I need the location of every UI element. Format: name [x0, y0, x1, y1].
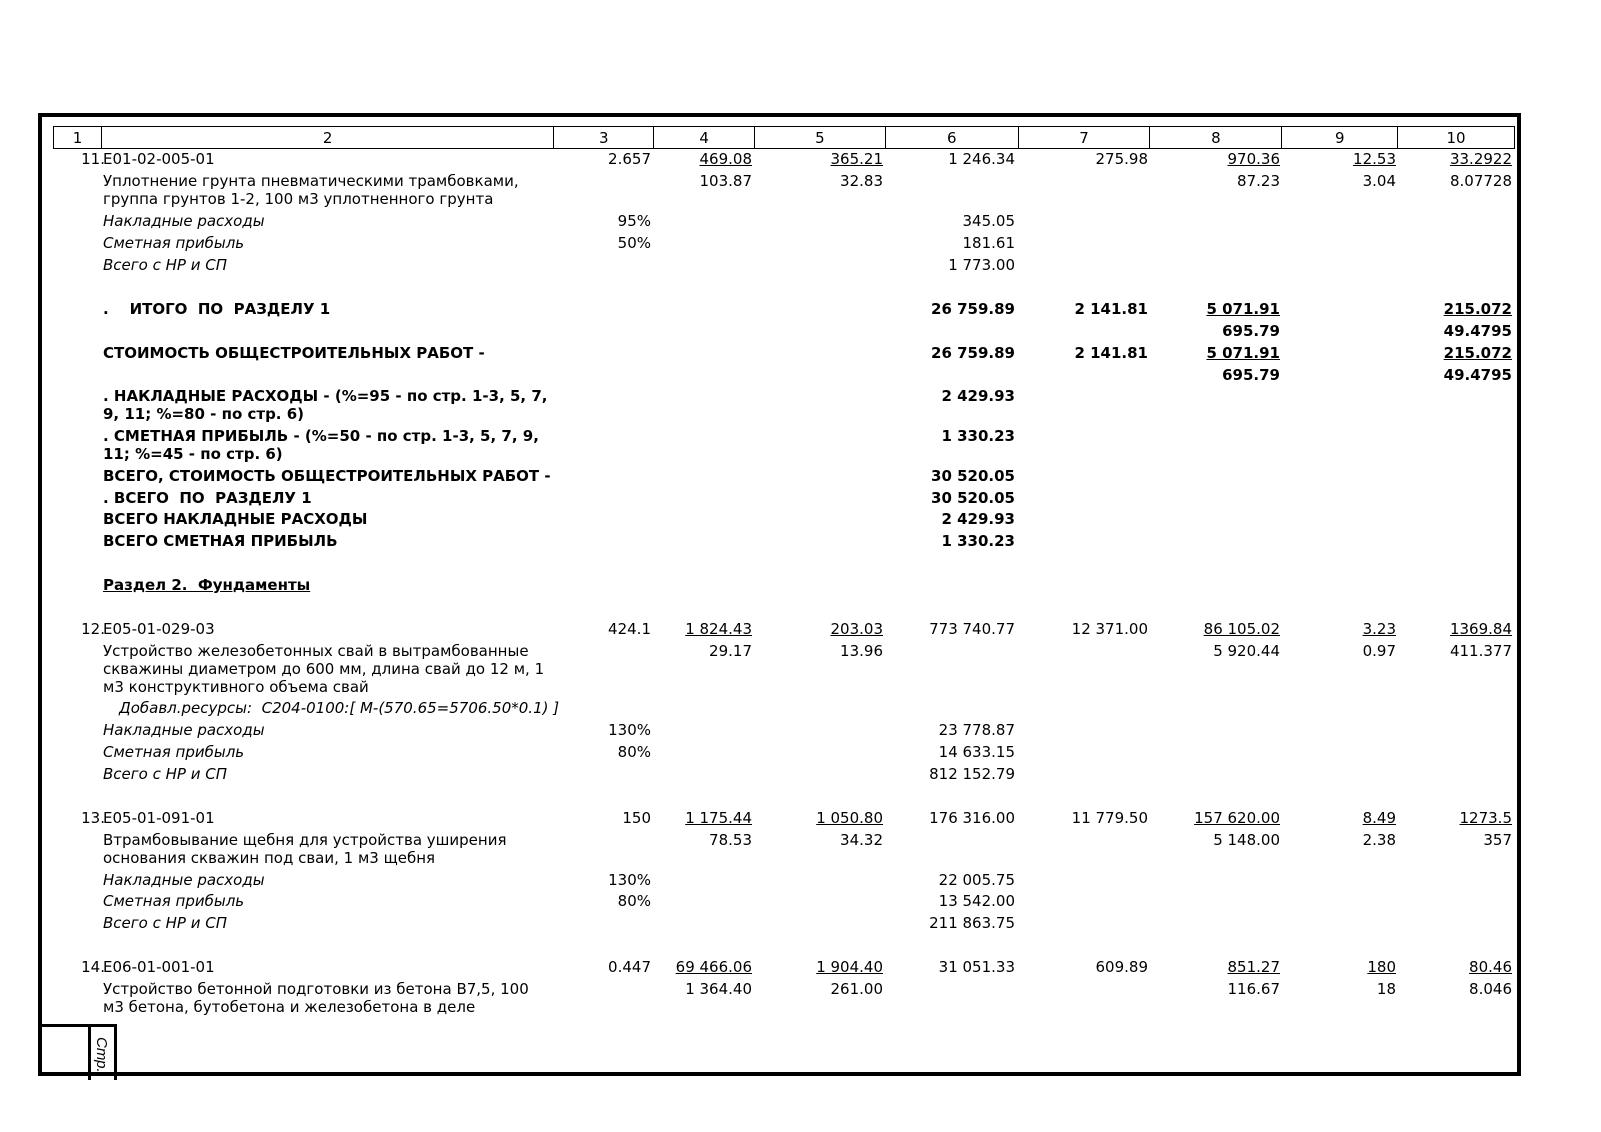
page-stamp — [38, 1024, 117, 1080]
profit-label: Сметная прибыль — [103, 234, 245, 252]
labor-total: 80.46 — [1469, 958, 1512, 976]
labor-unit-sub: 2.38 — [1362, 831, 1396, 849]
overhead-percent: 130% — [608, 871, 651, 889]
machine-cost-sub: 34.32 — [840, 831, 883, 849]
section-total-cost: 26 759.89 — [931, 300, 1015, 318]
wages: 12 371.00 — [1071, 620, 1148, 638]
unit-cost-sub: 1 364.40 — [685, 980, 752, 998]
construction-labor-sub: 49.4795 — [1443, 366, 1512, 384]
total-label: Всего с НР и СП — [103, 256, 227, 274]
construction-machine-sub: 695.79 — [1222, 366, 1280, 384]
machine-total: 851.27 — [1227, 958, 1280, 976]
unit-cost: 1 824.43 — [685, 620, 752, 638]
profit-summary-value: 1 330.23 — [941, 427, 1015, 445]
added-resources: Добавл.ресурсы: С204-0100:[ М-(570.65=5706.50*0.1) ] — [119, 699, 560, 717]
machine-cost-sub: 13.96 — [840, 642, 883, 660]
rate-code: Е06-01-001-01 — [103, 958, 215, 976]
machine-cost: 1 904.40 — [816, 958, 883, 976]
header-cell: 5 — [755, 127, 886, 148]
profit-label: Сметная прибыль — [103, 892, 245, 910]
labor-total: 1273.5 — [1459, 809, 1512, 827]
section-total-machine: 5 071.91 — [1206, 300, 1280, 318]
total-profit-value: 1 330.23 — [941, 532, 1015, 550]
total-cost: 31 051.33 — [938, 958, 1015, 976]
overhead-percent: 130% — [608, 721, 651, 739]
unit-cost: 1 175.44 — [685, 809, 752, 827]
machine-total-sub: 5 920.44 — [1213, 642, 1280, 660]
machine-cost: 203.03 — [830, 620, 883, 638]
profit-value: 181.61 — [962, 234, 1015, 252]
header-cell: 9 — [1282, 127, 1398, 148]
machine-total: 86 105.02 — [1203, 620, 1280, 638]
overhead-value: 22 005.75 — [938, 871, 1015, 889]
overhead-percent: 95% — [617, 212, 651, 230]
labor-total-sub: 357 — [1483, 831, 1512, 849]
total-overhead-label: ВСЕГО НАКЛАДНЫЕ РАСХОДЫ — [103, 510, 368, 528]
labor-unit-sub: 3.04 — [1362, 172, 1396, 190]
machine-cost-sub: 32.83 — [840, 172, 883, 190]
total-cost: 773 740.77 — [929, 620, 1015, 638]
overhead-label: Накладные расходы — [103, 871, 265, 889]
profit-percent: 50% — [617, 234, 651, 252]
quantity: 2.657 — [608, 150, 651, 168]
overhead-label: Накладные расходы — [103, 721, 265, 739]
wages: 609.89 — [1095, 958, 1148, 976]
construction-wages: 2 141.81 — [1074, 344, 1148, 362]
unit-cost: 469.08 — [699, 150, 752, 168]
labor-unit: 180 — [1367, 958, 1396, 976]
rate-code: Е01-02-005-01 — [103, 150, 215, 168]
total-cost: 1 246.34 — [948, 150, 1015, 168]
profit-value: 14 633.15 — [938, 743, 1015, 761]
unit-cost-sub: 103.87 — [699, 172, 752, 190]
unit-cost-sub: 78.53 — [709, 831, 752, 849]
overhead-value: 345.05 — [962, 212, 1015, 230]
machine-cost: 1 050.80 — [816, 809, 883, 827]
work-description: Устройство железобетонных свай в вытрамбованные скважины диаметром до 600 мм, длина свай до 12 м, 1 м3 конструктивного объема свай — [103, 642, 545, 696]
header-cell: 1 — [54, 127, 102, 148]
wages: 11 779.50 — [1071, 809, 1148, 827]
total-cost: 176 316.00 — [929, 809, 1015, 827]
machine-cost-sub: 261.00 — [830, 980, 883, 998]
profit-percent: 80% — [617, 743, 651, 761]
grand-construction-label: ВСЕГО, СТОИМОСТЬ ОБЩЕСТРОИТЕЛЬНЫХ РАБОТ - — [103, 467, 551, 485]
header-cell: 10 — [1446, 129, 1466, 147]
grand-construction-value: 30 520.05 — [931, 467, 1015, 485]
quantity: 150 — [622, 809, 651, 827]
section-total-label: . ИТОГО ПО РАЗДЕЛУ 1 — [103, 300, 331, 318]
rate-code: Е05-01-091-01 — [103, 809, 215, 827]
overhead-label: Накладные расходы — [103, 212, 265, 230]
wages: 275.98 — [1095, 150, 1148, 168]
rate-code: Е05-01-029-03 — [103, 620, 215, 638]
construction-cost: 26 759.89 — [931, 344, 1015, 362]
total-label: Всего с НР и СП — [103, 765, 227, 783]
labor-unit: 12.53 — [1353, 150, 1396, 168]
header-cell: 3 — [554, 127, 654, 148]
machine-total: 970.36 — [1227, 150, 1280, 168]
overhead-summary-label: . НАКЛАДНЫЕ РАСХОДЫ - (%=95 - по стр. 1-3, 5, 7, 9, 11; %=80 - по стр. 6) — [103, 387, 548, 423]
profit-percent: 80% — [617, 892, 651, 910]
labor-total: 33.2922 — [1449, 150, 1512, 168]
quantity: 0.447 — [608, 958, 651, 976]
section-total-wages: 2 141.81 — [1074, 300, 1148, 318]
total-label: Всего с НР и СП — [103, 914, 227, 932]
header-cell: 4 — [654, 127, 755, 148]
overhead-summary-value: 2 429.93 — [941, 387, 1015, 405]
work-description: Уплотнение грунта пневматическими трамбовками, группа грунтов 1-2, 100 м3 уплотненного грунта — [103, 172, 519, 208]
row-number: 13. — [81, 809, 105, 827]
machine-total: 157 620.00 — [1194, 809, 1280, 827]
construction-machine: 5 071.91 — [1206, 344, 1280, 362]
profit-value: 13 542.00 — [938, 892, 1015, 910]
header-cell: 2 — [102, 127, 554, 148]
construction-cost-label: СТОИМОСТЬ ОБЩЕСТРОИТЕЛЬНЫХ РАБОТ - — [103, 344, 485, 362]
labor-total: 1369.84 — [1449, 620, 1512, 638]
header-cell: 8 — [1150, 127, 1282, 148]
total-overhead-value: 2 429.93 — [941, 510, 1015, 528]
section-total-machine-sub: 695.79 — [1222, 322, 1280, 340]
total-profit-label: ВСЕГО СМЕТНАЯ ПРИБЫЛЬ — [103, 532, 338, 550]
unit-cost-sub: 29.17 — [709, 642, 752, 660]
labor-unit: 3.23 — [1362, 620, 1396, 638]
profit-summary-label: . СМЕТНАЯ ПРИБЫЛЬ - (%=50 - по стр. 1-3, 5, 7, 9, 11; %=45 - по стр. 6) — [103, 427, 539, 463]
total-value: 211 863.75 — [929, 914, 1015, 932]
section-total-labor: 215.072 — [1443, 300, 1512, 318]
page-label: Стр. — [93, 1037, 110, 1073]
work-description: Устройство бетонной подготовки из бетона В7,5, 100 м3 бетона, бутобетона и железобетона в деле — [103, 980, 529, 1016]
labor-unit-sub: 0.97 — [1362, 642, 1396, 660]
machine-total-sub: 5 148.00 — [1213, 831, 1280, 849]
total-value: 1 773.00 — [948, 256, 1015, 274]
labor-unit: 8.49 — [1362, 809, 1396, 827]
section-grand-label: . ВСЕГО ПО РАЗДЕЛУ 1 — [103, 489, 312, 507]
section-total-labor-sub: 49.4795 — [1443, 322, 1512, 340]
construction-labor: 215.072 — [1443, 344, 1512, 362]
section-title: Раздел 2. Фундаменты — [103, 576, 311, 594]
section-grand-value: 30 520.05 — [931, 489, 1015, 507]
labor-total-sub: 411.377 — [1449, 642, 1512, 660]
machine-total-sub: 87.23 — [1237, 172, 1280, 190]
total-value: 812 152.79 — [929, 765, 1015, 783]
labor-unit-sub: 18 — [1376, 980, 1396, 998]
row-number: 11. — [81, 150, 105, 168]
header-cell: 7 — [1019, 127, 1151, 148]
header-cell: 6 — [886, 127, 1019, 148]
machine-cost: 365.21 — [830, 150, 883, 168]
row-number: 12. — [81, 620, 105, 638]
unit-cost: 69 466.06 — [675, 958, 752, 976]
labor-total-sub: 8.07728 — [1449, 172, 1512, 190]
machine-total-sub: 116.67 — [1227, 980, 1280, 998]
labor-total-sub: 8.046 — [1469, 980, 1512, 998]
work-description: Втрамбовывание щебня для устройства уширения основания скважин под сваи, 1 м3 щебня — [103, 831, 507, 867]
profit-label: Сметная прибыль — [103, 743, 245, 761]
quantity: 424.1 — [608, 620, 651, 638]
overhead-value: 23 778.87 — [938, 721, 1015, 739]
row-number: 14. — [81, 958, 105, 976]
